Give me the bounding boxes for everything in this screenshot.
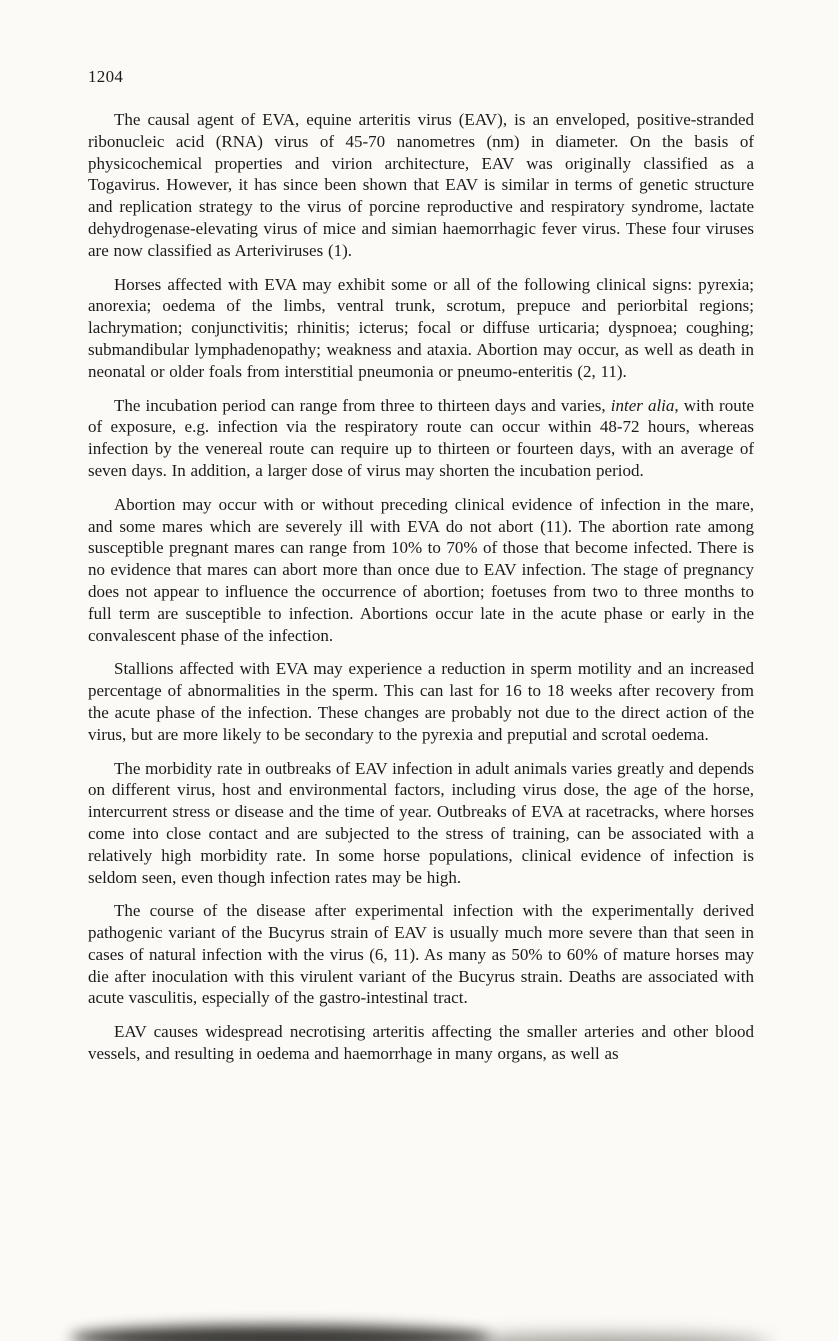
paragraph xyxy=(88,274,754,383)
paragraph xyxy=(88,395,754,482)
text-run: The incubation period can range from three to thirteen days and varies, xyxy=(114,395,611,415)
paragraph xyxy=(88,494,754,647)
page-number: 1204 xyxy=(88,67,124,86)
paragraph xyxy=(88,658,754,745)
page-content xyxy=(88,66,754,1077)
paragraph xyxy=(88,109,754,262)
text-run: The morbidity rate in outbreaks of EAV infection in adult animals varies greatly and depends on different virus, host and environmental factors, including virus dose, the age of the horse, intercurrent stress or disease and the time of year. Outbreaks of EVA at racetracks, where horses come into close contact and are subjected to the stress of training, can be associated with a relatively high morbidity rate. In some horse populations, clinical evidence of infection is seldom seen, even though infection rates may be high. xyxy=(88,758,754,887)
scan-artifact-smudge-light xyxy=(440,1335,770,1341)
text-run: Horses affected with EVA may exhibit some or all of the following clinical signs: pyrexia; anorexia; oedema of the limbs, ventral trunk, scrotum, prepuce and periorbital regions; lachrymation; conjunctivitis; rhinitis; icterus; focal or diffuse urticaria; dyspnoea; coughing; submandibular lymphadenopathy; weakness and ataxia. Abortion may occur, as well as death in neonatal or older foals from interstitial pneumonia or pneumo-enteritis (2, 11). xyxy=(88,274,754,381)
text-run: Stallions affected with EVA may experience a reduction in sperm motility and an increased percentage of abnormalities in the sperm. This can last for 16 to 18 weeks after recovery from the acute phase of the infection. These changes are probably not due to the direct action of the virus, but are more likely to be secondary to the pyrexia and preputial and scrotal oedema. xyxy=(88,659,754,744)
text-run: inter alia xyxy=(610,395,675,415)
scan-artifact-smudge xyxy=(70,1325,490,1341)
paragraph xyxy=(88,758,754,889)
text-run: EAV causes widespread necrotising arteritis affecting the smaller arteries and other blood vessels, and resulting in oedema and haemorrhage in many organs, as well as xyxy=(88,1022,754,1064)
text-run: The course of the disease after experimental infection with the experimentally derived pathogenic variant of the Bucyrus strain of EAV is usually much more severe than that seen in cases of natural infection with the virus (6, 11). As many as 50% to 60% of mature horses may die after inoculation with this virulent variant of the Bucyrus strain. Deaths are associated with acute vasculitis, especially of the gastro-intestinal tract. xyxy=(88,901,754,1008)
text-body xyxy=(88,109,754,1065)
paragraph xyxy=(88,900,754,1009)
paragraph xyxy=(88,1021,754,1065)
text-run: The causal agent of EVA, equine arteritis virus (EAV), is an enveloped, positive-stranded ribonucleic acid (RNA) virus of 45-70 nanometres (nm) in diameter. On the basis of physicochemical properties and virion architecture, EAV was originally classified as a Togavirus. However, it has since been shown that EAV is similar in terms of genetic structure and replication strategy to the virus of porcine reproductive and respiratory syndrome, lactate dehydrogenase-elevating virus of mice and simian haemorrhagic fever virus. These four viruses are now classified as Arteriviruses (1). xyxy=(88,110,754,260)
text-run: Abortion may occur with or without preceding clinical evidence of infection in the mare, and some mares which are severely ill with EVA do not abort (11). The abortion rate among susceptible pregnant mares can range from 10% to 70% of those that become infected. There is no evidence that mares can abort more than once due to EAV infection. The stage of pregnancy does not appear to influence the occurrence of abortion; foetuses from two to three months to full term are susceptible to infection. Abortions occur late in the acute phase or early in the convalescent phase of the infection. xyxy=(88,494,754,645)
text-run: , with route of exposure, e.g. infection via the respiratory route can occur within 48-72 hours, whereas infection by the venereal route can require up to thirteen or fourteen days, with an average of seven days. In addition, a larger dose of virus may shorten the incubation period. xyxy=(88,395,754,480)
